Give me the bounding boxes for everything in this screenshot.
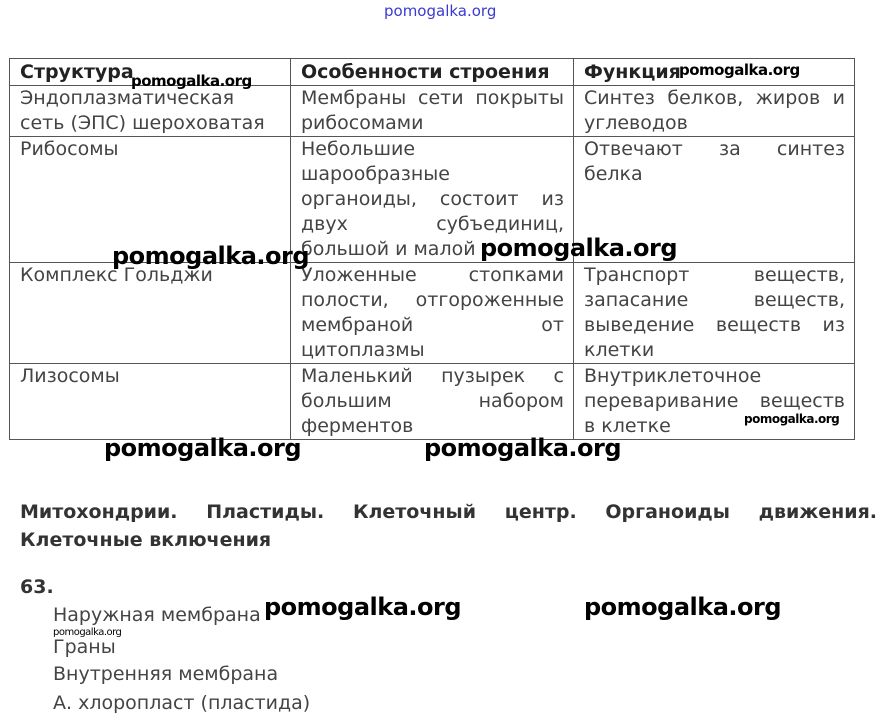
watermark-ribosome-left: pomogalka.org [112,242,310,270]
cell-features: Мембраны сети покрыты рибосомами [291,86,574,137]
watermark-answer-mid: pomogalka.org [264,593,462,621]
answer-chloroplast: А. хлоропласт (пластида) [53,692,311,714]
header-function: Функция [574,59,855,86]
table-row [10,364,855,440]
watermark-answer-tiny: pomogalka.org [53,627,122,638]
watermark-header-col3: pomogalka.org [679,61,800,79]
cell-function: Отвечают за синтез белка [574,137,855,263]
table-row [10,86,855,137]
section-heading: Митохондрии. Пластиды. Клеточный центр. Органоиды движения. Клеточные включения [20,501,877,551]
watermark-below-table-right: pomogalka.org [424,434,622,462]
cell-features: Небольшие шарообразные органоиды, состоит из двух субъединиц, большой и малой [291,137,574,263]
cell-function: Транспорт веществ, запасание веществ, выведение веществ из клетки [574,263,855,364]
watermark-lysosome-small: pomogalka.org [744,412,840,426]
cell-structure: Рибосомы [10,137,291,263]
watermark-ribosome-right: pomogalka.org [480,234,678,262]
table-row [10,263,855,364]
cell-structure: Эндоплазматическая сеть (ЭПС) шероховатая [10,86,291,137]
watermark-below-table-left: pomogalka.org [104,434,302,462]
cell-function: Внутриклеточное переваривание веществ в клетке [574,364,855,440]
question-number: 63. [20,576,54,598]
watermark-header-col1: pomogalka.org [131,72,252,90]
cell-function: Синтез белков, жиров и углеводов [574,86,855,137]
answer-outer-membrane: Наружная мембрана [53,604,261,626]
watermark-top: pomogalka.org [384,2,497,20]
answer-inner-membrane: Внутренняя мембрана [53,663,279,685]
header-features: Особенности строения [291,59,574,86]
cell-features: Маленький пузырек с большим набором ферментов [291,364,574,440]
cell-features: Уложенные стопками полости, отгороженные мембраной от цитоплазмы [291,263,574,364]
watermark-answer-right: pomogalka.org [584,593,782,621]
cell-structure: Лизосомы [10,364,291,440]
cell-structure: Комплекс Гольджи [10,263,291,364]
answer-grana: Граны [53,636,116,658]
header-structure: Структура [10,59,291,86]
